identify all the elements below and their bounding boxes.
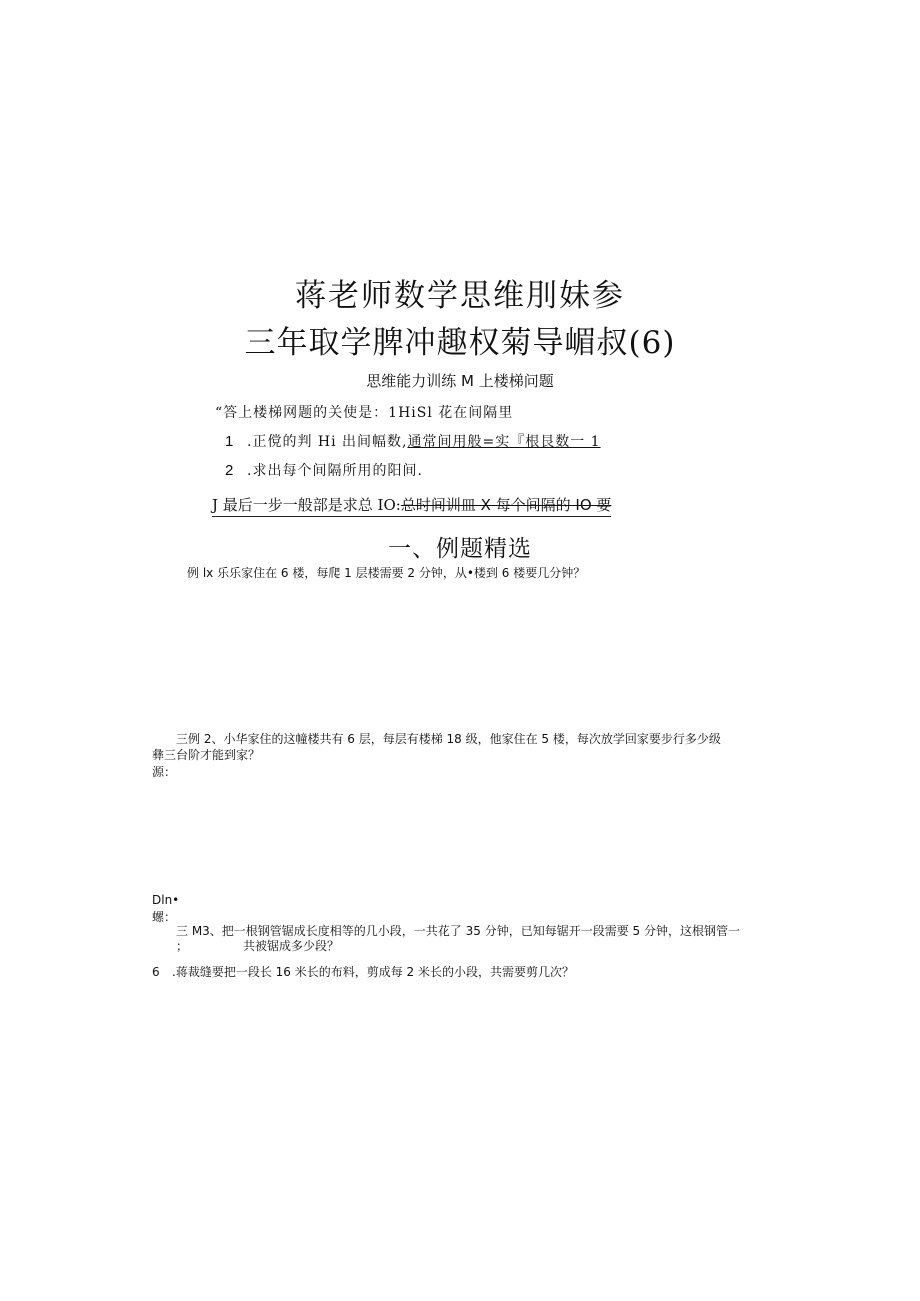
example-1-question: 例 lx 乐乐家住在 6 楼，每爬 1 层楼需要 2 分钟，从•楼到 6 楼要几分钟？ [187, 566, 586, 580]
answer-label: 源： [152, 765, 177, 779]
step-text-underlined: 通常间用般=实『根艮数一 1 [407, 434, 601, 450]
step-text-struck: 总时间训皿 X 每个间隔的 IO 要 [400, 496, 612, 514]
topic-heading: 思维能力训练 M 上楼梯问题 [366, 372, 554, 390]
step-number: 2 [225, 462, 235, 479]
question-text: .蒋裁缝要把一段长 16 米长的布料，剪成每 2 米长的小段，共需要剪几次？ [172, 965, 574, 979]
example-3-question: 三 M3、把一根钢管锯成长度相等的几小段，一共花了 35 分钟，已知每锯开一段需要 5 分钟，这根钢管一 [176, 924, 740, 938]
page-title: 蒋老师数学思维刖妹参 [295, 278, 625, 314]
example-2-question-cont: 彝三台阶才能到家？ [152, 748, 261, 762]
page-subtitle: 三年取学脾冲趣权菊导嵋叔(6) [244, 325, 676, 361]
margin-note: Dln• [152, 893, 180, 907]
question-6 [152, 963, 574, 980]
margin-mark: ； [176, 939, 189, 953]
step-number: 1 [225, 433, 235, 450]
example-2-question: 三例 2、小华家住的这幢楼共有 6 层，每层有楼梯 18 级，他家住在 5 楼，每次放学回家要步行多少级 [176, 732, 721, 746]
step-text: J 最后一步一般部是求总 IO: [212, 496, 401, 514]
question-number: 6 [152, 965, 160, 979]
key-point-intro: “答上楼梯网题的关使是：1HiSl 花在间隔里 [215, 405, 514, 421]
key-step-2 [225, 460, 423, 480]
section-title: 一、例题精选 [388, 536, 532, 562]
key-step-3 [212, 494, 611, 517]
key-step-1 [225, 431, 601, 451]
margin-note: 螺： [152, 910, 177, 924]
example-3-question-cont [176, 937, 339, 954]
step-text: .正傥的判 Hi 出间幅数, [247, 434, 408, 450]
question-text: 共被锯成多少段？ [243, 939, 340, 953]
step-text: .求出每个间隔所用的阳间. [247, 463, 423, 479]
